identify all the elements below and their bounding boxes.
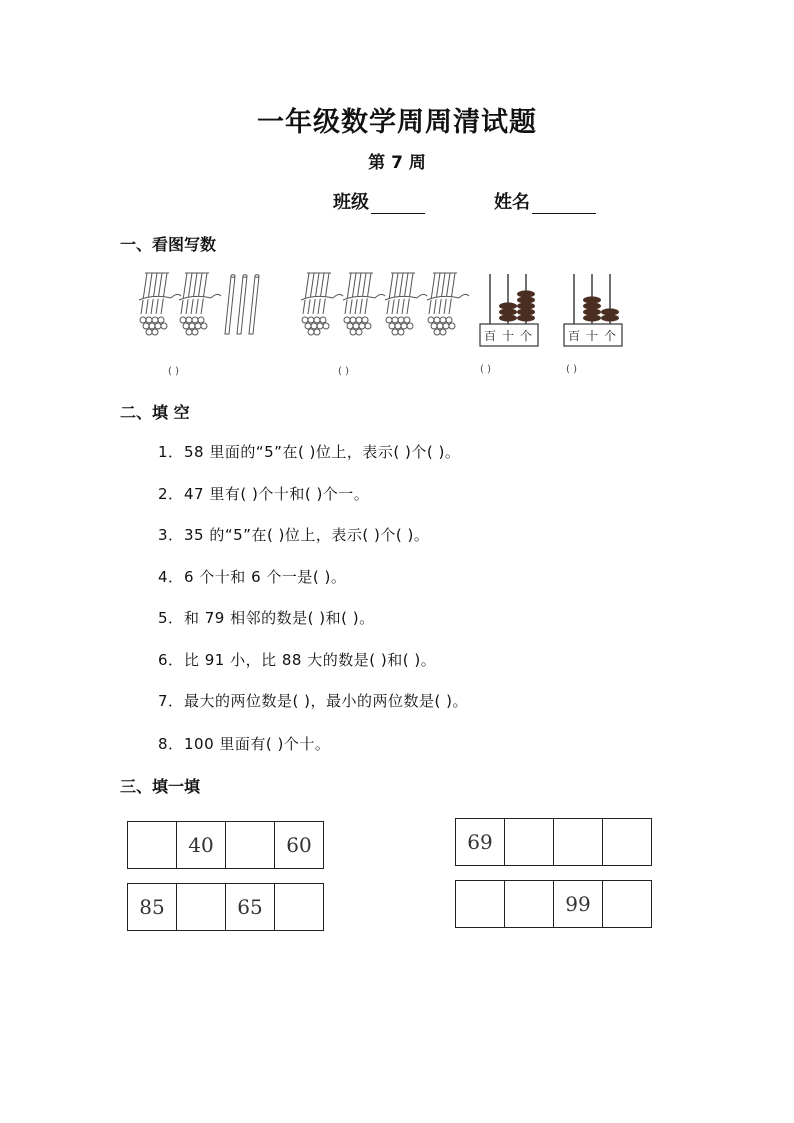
grid-cell[interactable] bbox=[275, 884, 324, 931]
question-number: 2． bbox=[158, 485, 184, 503]
question-number: 4． bbox=[158, 568, 184, 586]
grid-cell[interactable] bbox=[177, 884, 226, 931]
question-2 bbox=[158, 483, 369, 504]
question-text: 47 里有( )个十和( )个一。 bbox=[184, 485, 370, 503]
stick-bundle bbox=[427, 273, 469, 335]
grid-cell[interactable]: 40 bbox=[177, 822, 226, 869]
number-grid-4 bbox=[455, 880, 652, 928]
grid-cell[interactable] bbox=[603, 819, 652, 866]
grid-cell[interactable]: 85 bbox=[128, 884, 177, 931]
question-text: 35 的“5”在( )位上，表示( )个( )。 bbox=[184, 526, 430, 544]
question-text: 100 里面有( )个十。 bbox=[184, 735, 331, 753]
answer-blank-1[interactable]: ( ) bbox=[168, 366, 179, 377]
grid-cell[interactable]: 65 bbox=[226, 884, 275, 931]
answer-blank-2[interactable]: ( ) bbox=[338, 366, 349, 377]
answer-blank-4[interactable]: ( ) bbox=[566, 364, 577, 375]
question-number: 7． bbox=[158, 692, 184, 710]
question-3 bbox=[158, 524, 429, 545]
section-heading-3: 三、填一填 bbox=[120, 777, 201, 796]
stick-bundle bbox=[179, 273, 221, 335]
question-4 bbox=[158, 566, 346, 587]
week-label: 第 7 周 bbox=[368, 153, 426, 173]
bundle-group-1 bbox=[139, 273, 259, 335]
answer-blank-3[interactable]: ( ) bbox=[480, 364, 491, 375]
question-number: 3． bbox=[158, 526, 184, 544]
question-text: 比 91 小，比 88 大的数是( )和( )。 bbox=[184, 651, 437, 669]
stick-bundle bbox=[343, 273, 385, 335]
number-grid-3 bbox=[127, 883, 324, 931]
question-text: 58 里面的“5”在( )位上，表示( )个( )。 bbox=[184, 443, 461, 461]
number-grid-2 bbox=[455, 818, 652, 866]
stick-bundle bbox=[385, 273, 427, 335]
grid-cell[interactable] bbox=[128, 822, 177, 869]
class-blank[interactable] bbox=[371, 193, 425, 214]
question-number: 1． bbox=[158, 443, 184, 461]
question-7 bbox=[158, 690, 468, 711]
counting-illustrations bbox=[125, 268, 665, 356]
question-text: 最大的两位数是( )，最小的两位数是( )。 bbox=[184, 692, 468, 710]
grid-cell[interactable] bbox=[226, 822, 275, 869]
single-stick bbox=[225, 275, 235, 334]
stick-bundle bbox=[139, 273, 181, 335]
name-label: 姓名 bbox=[494, 192, 530, 213]
question-number: 6． bbox=[158, 651, 184, 669]
abacus-2 bbox=[564, 274, 622, 346]
question-text: 和 79 相邻的数是( )和( )。 bbox=[184, 609, 375, 627]
abacus-col-label: 百 bbox=[567, 329, 581, 343]
section-heading-2: 二、填 空 bbox=[120, 403, 190, 422]
abacus-col-label: 个 bbox=[519, 329, 533, 343]
name-field bbox=[494, 188, 596, 214]
bundle-group-2 bbox=[301, 273, 469, 335]
abacus-col-label: 个 bbox=[603, 329, 617, 343]
single-stick bbox=[249, 275, 259, 334]
abacus-col-label: 百 bbox=[483, 329, 497, 343]
question-1 bbox=[158, 441, 460, 462]
grid-cell[interactable] bbox=[554, 819, 603, 866]
question-6 bbox=[158, 649, 436, 670]
grid-cell[interactable]: 99 bbox=[554, 881, 603, 928]
section-heading-1: 一、看图写数 bbox=[120, 235, 217, 254]
question-5 bbox=[158, 607, 375, 628]
abacus-col-label: 十 bbox=[585, 329, 599, 343]
stick-bundle bbox=[301, 273, 343, 335]
abacus-col-label: 十 bbox=[501, 329, 515, 343]
grid-cell[interactable] bbox=[505, 881, 554, 928]
grid-cell[interactable] bbox=[603, 881, 652, 928]
grid-cell[interactable] bbox=[505, 819, 554, 866]
name-blank[interactable] bbox=[532, 193, 596, 214]
grid-cell[interactable] bbox=[456, 881, 505, 928]
question-text: 6 个十和 6 个一是( )。 bbox=[184, 568, 347, 586]
question-8 bbox=[158, 733, 330, 754]
class-label: 班级 bbox=[333, 192, 369, 213]
page-title: 一年级数学周周清试题 bbox=[257, 107, 537, 138]
abacus-1 bbox=[480, 274, 538, 346]
grid-cell[interactable]: 60 bbox=[275, 822, 324, 869]
grid-cell[interactable]: 69 bbox=[456, 819, 505, 866]
class-field bbox=[333, 188, 425, 214]
question-number: 5． bbox=[158, 609, 184, 627]
question-number: 8． bbox=[158, 735, 184, 753]
number-grid-1 bbox=[127, 821, 324, 869]
single-stick bbox=[237, 275, 247, 334]
